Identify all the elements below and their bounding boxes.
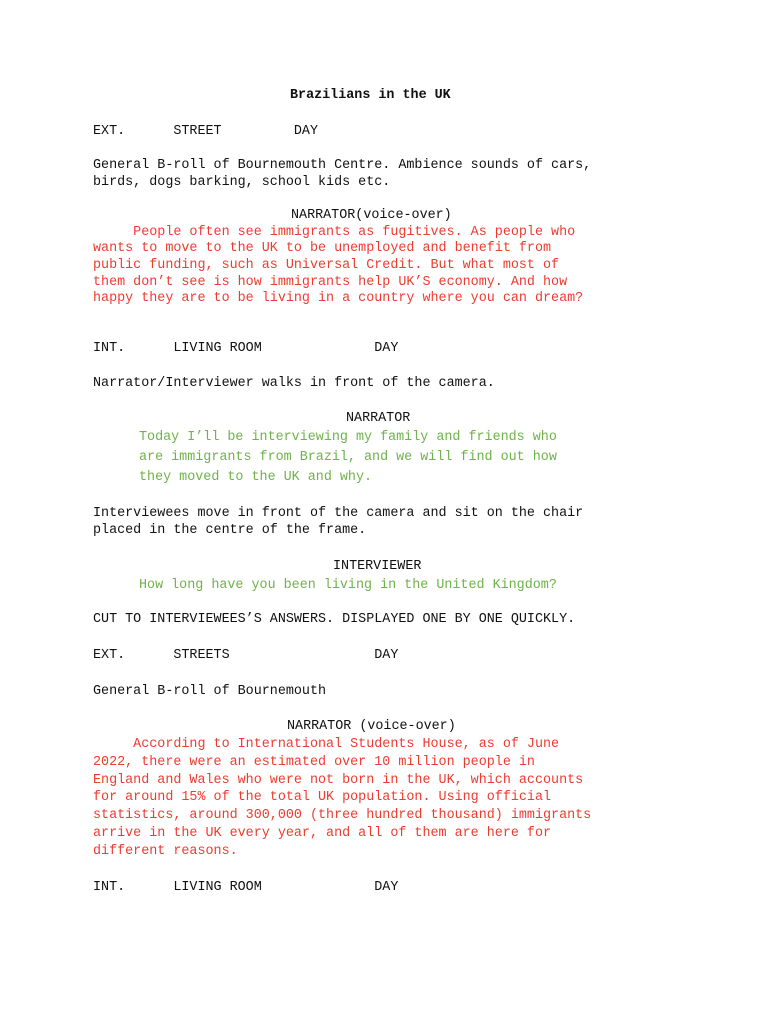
action-line: Narrator/Interviewer walks in front of the camera.: [93, 376, 495, 391]
character-narrator-voice-over: NARRATOR (voice-over): [287, 719, 456, 734]
dialogue-line: they moved to the UK and why.: [139, 470, 373, 485]
character-narrator: NARRATOR: [346, 411, 411, 426]
scene-heading-ext-street: EXT. STREET DAY: [93, 124, 318, 139]
action-line: birds, dogs barking, school kids etc.: [93, 175, 391, 190]
dialogue-line: Today I’ll be interviewing my family and friends who: [139, 430, 557, 445]
action-line: Interviewees move in front of the camera and sit on the chair: [93, 506, 584, 521]
narration-line: them don’t see is how immigrants help UK’S economy. And how: [93, 275, 568, 290]
narration-line: different reasons.: [93, 844, 238, 859]
scene-heading-int-living-room: INT. LIVING ROOM DAY: [93, 341, 399, 356]
scene-heading-ext-streets: EXT. STREETS DAY: [93, 648, 399, 663]
transition-line: CUT TO INTERVIEWEES’S ANSWERS. DISPLAYED ONE BY ONE QUICKLY.: [93, 612, 576, 627]
dialogue-line: How long have you been living in the United Kingdom?: [139, 578, 557, 593]
action-line: placed in the centre of the frame.: [93, 523, 367, 538]
action-line: General B-roll of Bournemouth Centre. Ambience sounds of cars,: [93, 158, 592, 173]
narration-line: arrive in the UK every year, and all of them are here for: [93, 826, 552, 841]
narration-line: for around 15% of the total UK population. Using official: [93, 790, 552, 805]
narration-line: statistics, around 300,000 (three hundred thousand) immigrants: [93, 808, 592, 823]
action-line: General B-roll of Bournemouth: [93, 684, 327, 699]
narration-line: People often see immigrants as fugitives. As people who: [93, 225, 576, 240]
narration-line: wants to move to the UK to be unemployed and benefit from: [93, 241, 552, 256]
narration-line: England and Wales who were not born in the UK, which accounts: [93, 773, 584, 788]
character-narrator-voice-over: NARRATOR(voice-over): [291, 208, 452, 223]
dialogue-line: are immigrants from Brazil, and we will find out how: [139, 450, 557, 465]
narration-line: 2022, there were an estimated over 10 million people in: [93, 755, 535, 770]
narration-line: public funding, such as Universal Credit. But what most of: [93, 258, 560, 273]
narration-line: happy they are to be living in a country where you can dream?: [93, 291, 584, 306]
character-interviewer: INTERVIEWER: [333, 559, 422, 574]
narration-line: According to International Students House, as of June: [93, 737, 560, 752]
scene-heading-int-living-room: INT. LIVING ROOM DAY: [93, 880, 399, 895]
document-title: Brazilians in the UK: [290, 88, 451, 103]
